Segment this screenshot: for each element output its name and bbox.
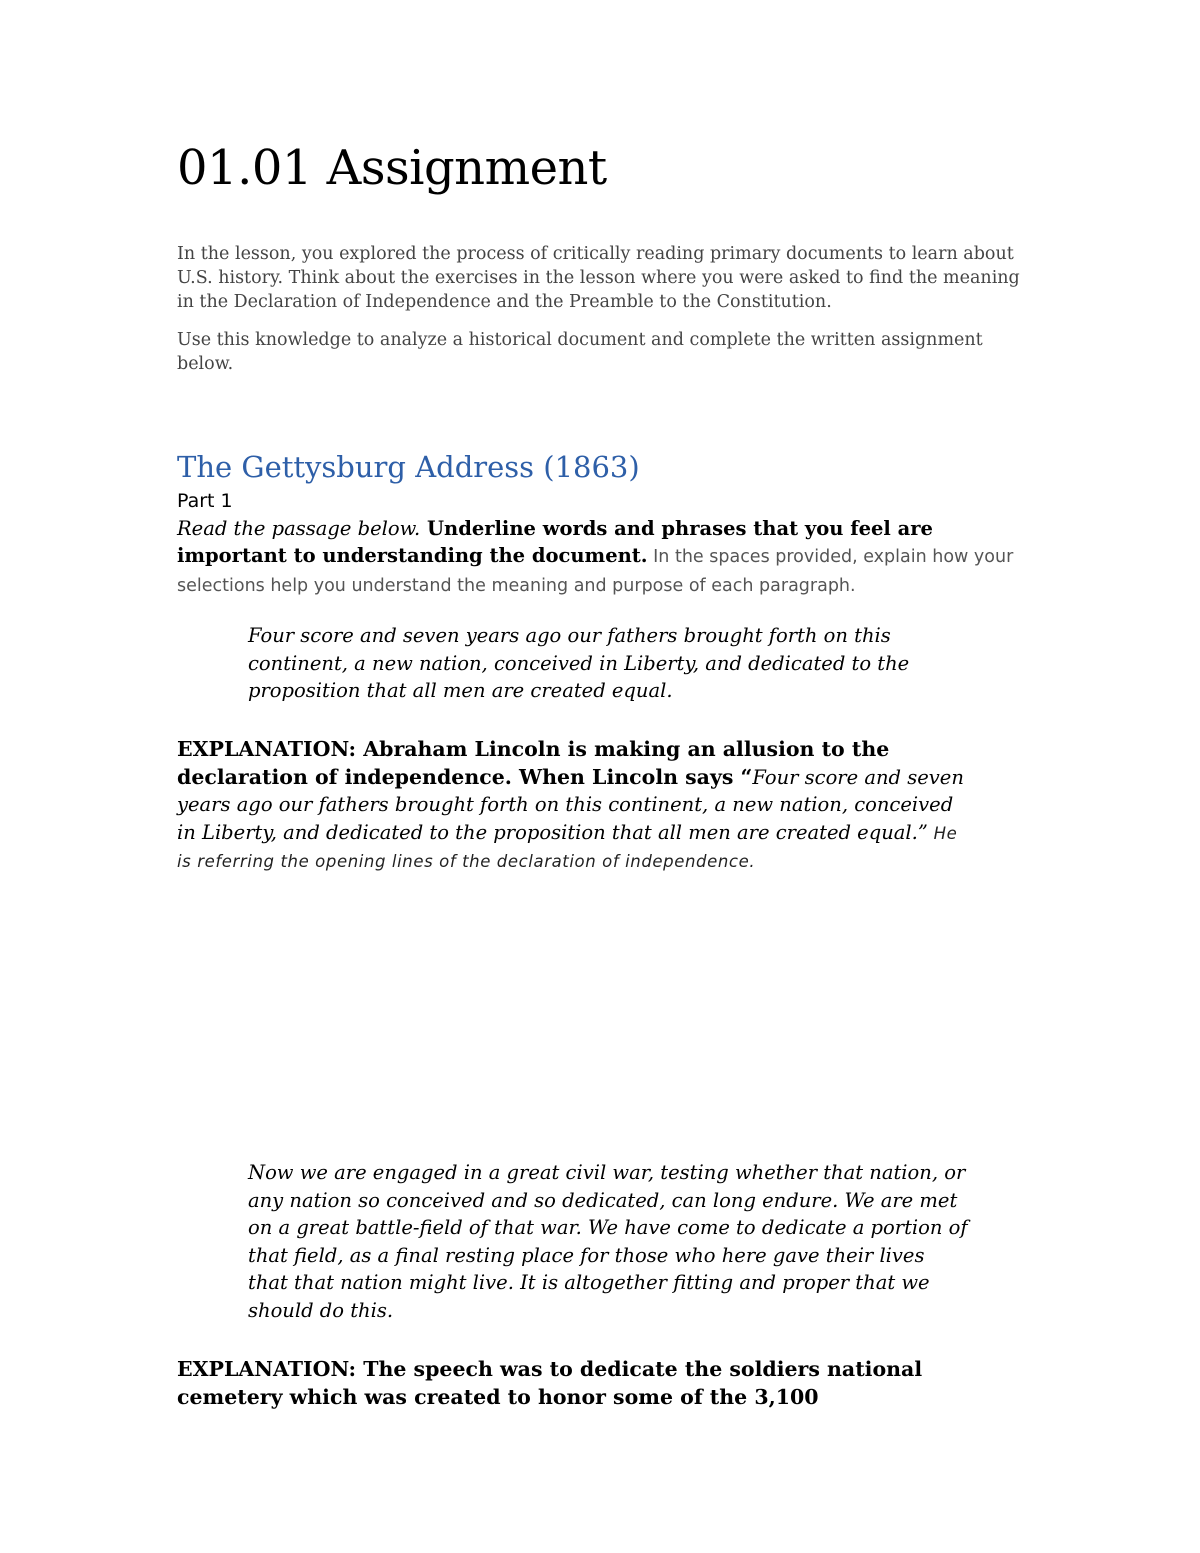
explanation-quoted: Four score and seven years ago our fathers brought forth on this continent, a new nation, conceived in Liberty, and dedicated to the proposition that all men are created equal.” [177,765,964,844]
explanation [177,1356,977,1411]
explanation-note: He is referring the opening lines of the declaration of independence. [177,823,958,871]
instructions-plain: In the spaces provided, explain how your selections help you understand the meaning and purpose of each paragraph. [177,547,1014,596]
instructions-italic: Read the passage below. [177,517,421,540]
explanation-bold: EXPLANATION: The speech was to dedicate the soldiers national cemetery which was created to honor some of the 3,100 [177,1357,923,1409]
page-title: 01.01 Assignment [177,140,607,196]
explanation-bold: EXPLANATION: Abraham Lincoln is making an allusion to the declaration of independence. When Lincoln says “ [177,737,890,789]
passage-quote: Now we are engaged in a great civil war, testing whether that nation, or any nation so conceived and so dedicated, can long endure. We are met on a great battle-field of that war. We have come to dedicate a portion of that field, as a final resting place for those who here gave their lives that that nation might live. It is altogether fitting and proper that we should do this. [248,1161,968,1322]
explanation [177,736,977,876]
intro-paragraph: In the lesson, you explored the process of critically reading primary documents to learn about U.S. history. Think about the exercises in the lesson where you were asked to find the meaning in the Declaration of Independence and the Preamble to the Constitution. [177,244,1020,312]
part-label: Part 1 [177,490,233,512]
instructions [177,515,1037,600]
section-heading: The Gettysburg Address (1863) [177,450,640,484]
instructions-bold: Underline words and phrases that you feel are important to understanding the document. [177,517,933,567]
passage-quote: Four score and seven years ago our fathers brought forth on this continent, a new nation, conceived in Liberty, and dedicated to the proposition that all men are created equal. [248,624,910,702]
intro-paragraph: Use this knowledge to analyze a historical document and complete the written assignment below. [177,330,983,374]
